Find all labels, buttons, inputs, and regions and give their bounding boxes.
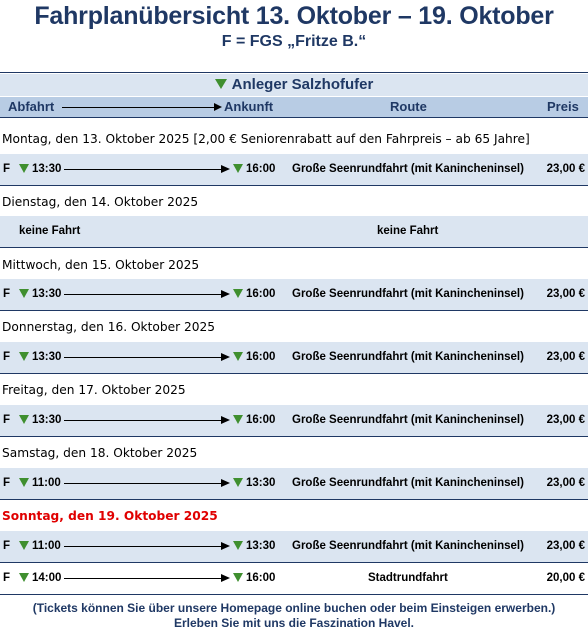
column-header-row [0, 97, 588, 117]
ship-code: F [3, 288, 11, 300]
page-subtitle: F = FGS „Fritze B.“ [221, 33, 367, 50]
divider [0, 499, 588, 500]
arrow-line [64, 483, 222, 484]
route-name: Große Seenrundfahrt (mit Kanincheninsel) [292, 477, 524, 489]
price: 23,00 € [546, 288, 585, 300]
arrow-right-icon [221, 416, 230, 424]
price: 20,00 € [546, 572, 585, 584]
triangle-marker-icon [19, 164, 29, 173]
departure-time: 13:30 [19, 154, 61, 185]
triangle-marker-icon [233, 541, 243, 550]
day-label-monday: Montag, den 13. Oktober 2025 [2,00 € Seniorenrabatt auf den Fahrpreis – ab 65 Jahre] [2, 132, 530, 146]
ship-code: F [3, 572, 11, 584]
route-name: Große Seenrundfahrt (mit Kanincheninsel) [292, 414, 524, 426]
triangle-marker-icon [19, 289, 29, 298]
triangle-marker-icon [233, 352, 243, 361]
route-name: Große Seenrundfahrt (mit Kanincheninsel) [292, 288, 524, 300]
divider [0, 72, 588, 73]
arrival-time: 16:00 [233, 279, 275, 310]
arrow-right-icon [221, 290, 230, 298]
departure-time: 13:30 [19, 405, 61, 436]
route-name: Große Seenrundfahrt (mit Kanincheninsel) [292, 540, 524, 552]
footer-slogan: Erleben Sie mit uns die Faszination Havel. [173, 616, 415, 630]
column-abfahrt: Abfahrt [8, 99, 55, 114]
arrow-right-icon [221, 479, 230, 487]
trip-row [0, 342, 588, 373]
no-trip-label: keine Fahrt [377, 225, 439, 237]
trip-row [0, 563, 588, 594]
divider [0, 247, 588, 248]
column-arrow-line [62, 107, 214, 108]
arrow-right-icon [221, 353, 230, 361]
divider [0, 373, 588, 374]
triangle-marker-icon [215, 79, 227, 89]
triangle-marker-icon [19, 541, 29, 550]
ship-code: F [3, 163, 11, 175]
price: 23,00 € [546, 477, 585, 489]
triangle-marker-icon [233, 573, 243, 582]
pier-name: Anleger Salzhofufer [231, 76, 374, 93]
arrow-line [64, 294, 222, 295]
triangle-marker-icon [233, 289, 243, 298]
triangle-marker-icon [19, 573, 29, 582]
column-route: Route [390, 99, 427, 114]
triangle-marker-icon [19, 352, 29, 361]
column-ankunft: Ankunft [224, 99, 274, 114]
arrow-right-icon [214, 103, 222, 111]
triangle-marker-icon [19, 415, 29, 424]
divider [0, 185, 588, 186]
triangle-marker-icon [233, 478, 243, 487]
ship-code: F [3, 540, 11, 552]
arrival-time: 13:30 [233, 531, 275, 562]
trip-row [0, 154, 588, 185]
trip-row [0, 531, 588, 562]
day-label-wednesday: Mittwoch, den 15. Oktober 2025 [2, 258, 200, 272]
departure-time: 13:30 [19, 342, 61, 373]
ship-code: F [3, 351, 11, 363]
arrow-line [64, 578, 222, 579]
price: 23,00 € [546, 351, 585, 363]
arrow-line [64, 420, 222, 421]
arrow-right-icon [221, 542, 230, 550]
departure-time: 14:00 [19, 563, 61, 594]
arrow-line [64, 546, 222, 547]
price: 23,00 € [546, 540, 585, 552]
route-name: Stadtrundfahrt [368, 572, 448, 584]
trip-row [0, 279, 588, 310]
arrival-time: 13:30 [233, 468, 275, 499]
arrow-right-icon [221, 574, 230, 582]
page-title: Fahrplanübersicht 13. Oktober – 19. Oktober [34, 2, 554, 30]
ship-code: F [3, 414, 11, 426]
arrival-time: 16:00 [233, 154, 275, 185]
triangle-marker-icon [233, 164, 243, 173]
departure-time: 13:30 [19, 279, 61, 310]
arrival-time: 16:00 [233, 342, 275, 373]
price: 23,00 € [546, 163, 585, 175]
triangle-marker-icon [233, 415, 243, 424]
triangle-marker-icon [19, 478, 29, 487]
day-label-sunday: Sonntag, den 19. Oktober 2025 [2, 509, 218, 523]
ship-code: F [3, 477, 11, 489]
day-label-friday: Freitag, den 17. Oktober 2025 [2, 383, 186, 397]
column-preis: Preis [547, 99, 579, 114]
divider [0, 117, 588, 118]
pier-header [0, 74, 588, 96]
arrow-line [64, 169, 222, 170]
footer-note: (Tickets können Sie über unsere Homepage online buchen oder beim Einsteigen erwerben.) [32, 601, 556, 615]
route-name: Große Seenrundfahrt (mit Kanincheninsel) [292, 163, 524, 175]
no-trip-label: keine Fahrt [19, 225, 81, 237]
divider [0, 310, 588, 311]
day-label-saturday: Samstag, den 18. Oktober 2025 [2, 446, 198, 460]
departure-time: 11:00 [19, 531, 61, 562]
day-label-thursday: Donnerstag, den 16. Oktober 2025 [2, 320, 215, 334]
arrow-line [64, 357, 222, 358]
trip-row [0, 405, 588, 436]
arrow-right-icon [221, 165, 230, 173]
arrival-time: 16:00 [233, 563, 275, 594]
arrival-time: 16:00 [233, 405, 275, 436]
route-name: Große Seenrundfahrt (mit Kanincheninsel) [292, 351, 524, 363]
divider [0, 436, 588, 437]
price: 23,00 € [546, 414, 585, 426]
departure-time: 11:00 [19, 468, 61, 499]
trip-row [0, 468, 588, 499]
divider [0, 594, 588, 595]
day-label-tuesday: Dienstag, den 14. Oktober 2025 [2, 195, 199, 209]
no-trip-row [0, 216, 588, 247]
